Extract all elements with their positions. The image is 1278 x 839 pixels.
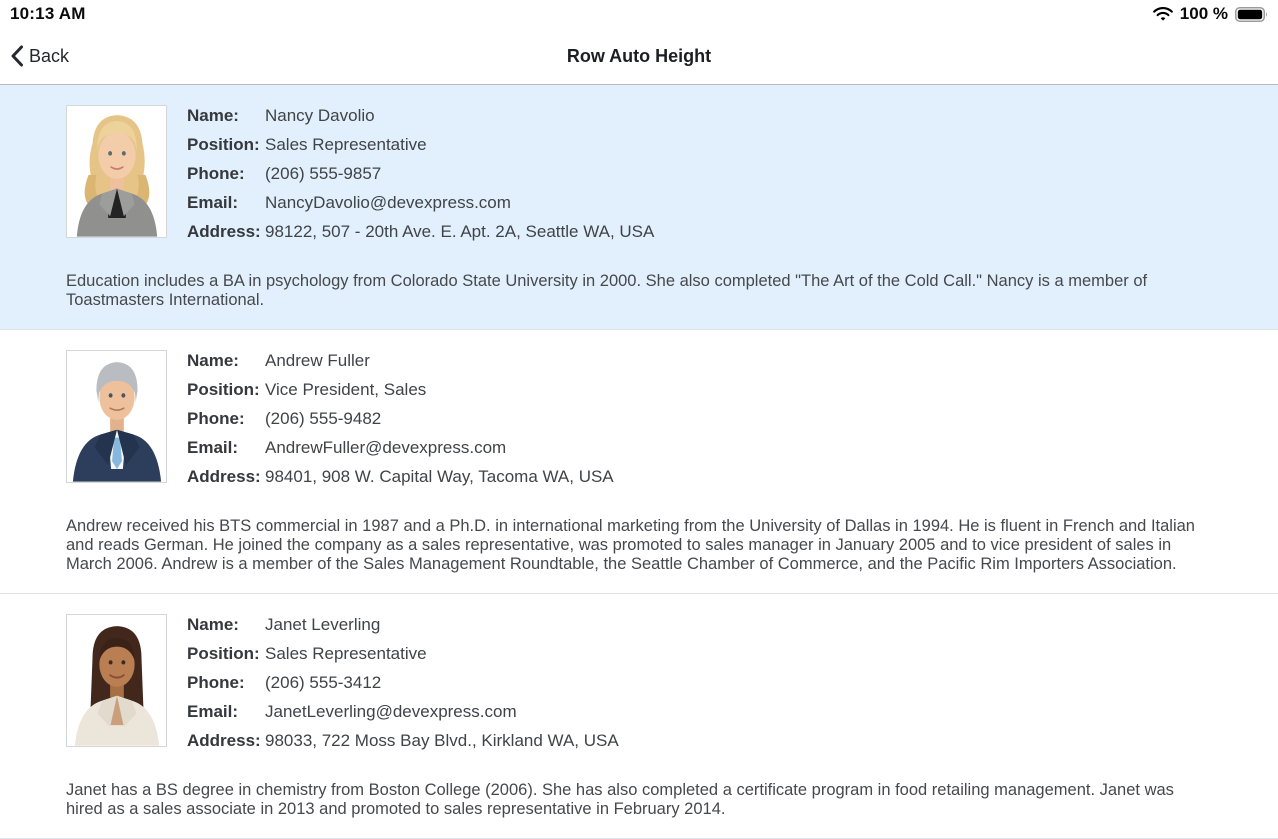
field-label-name: Name: [187, 615, 239, 634]
back-button[interactable] [10, 28, 69, 84]
employee-bio: Janet has a BS degree in chemistry from Boston College (2006). She has also completed a certificate program in food retailing management. Janet was hired as a sales associate in 2013 and promoted to sales representative in February 2014. [66, 781, 1174, 818]
employee-fields [187, 350, 614, 495]
nav-bar [0, 28, 1278, 85]
employee-photo-andrew-fuller [66, 350, 167, 483]
page-title: Row Auto Height [566, 45, 712, 66]
chevron-left-icon [10, 45, 24, 67]
status-time: 10:13 AM [10, 4, 86, 23]
employee-row-andrew-fuller[interactable] [0, 330, 1278, 594]
field-value-position: Sales Representative [265, 644, 427, 663]
wifi-icon [1153, 7, 1173, 22]
employee-bio: Education includes a BA in psychology from Colorado State University in 2000. She also completed "The Art of the Cold Call." Nancy is a member of Toastmasters International. [66, 272, 1148, 309]
field-value-address: 98122, 507 - 20th Ave. E. Apt. 2A, Seattle WA, USA [265, 222, 655, 241]
field-label-phone: Phone: [187, 673, 245, 692]
battery-icon [1235, 7, 1268, 22]
row-top [66, 614, 1212, 759]
field-label-phone: Phone: [187, 164, 245, 183]
battery-percent: 100 % [1179, 4, 1228, 23]
row-top [66, 350, 1212, 495]
field-value-email: NancyDavolio@devexpress.com [265, 193, 511, 212]
status-bar [0, 0, 1278, 28]
field-label-address: Address: [187, 222, 261, 241]
employee-row-nancy-davolio[interactable] [0, 85, 1278, 330]
field-label-position: Position: [187, 135, 260, 154]
field-label-address: Address: [187, 731, 261, 750]
field-label-email: Email: [187, 702, 239, 721]
employee-list [0, 85, 1278, 839]
status-indicators [1153, 4, 1268, 24]
field-label-email: Email: [187, 438, 239, 457]
field-value-name: Janet Leverling [265, 615, 381, 634]
field-label-name: Name: [187, 106, 239, 125]
field-value-name: Nancy Davolio [265, 106, 375, 125]
field-label-phone: Phone: [187, 409, 245, 428]
field-value-address: 98033, 722 Moss Bay Blvd., Kirkland WA, USA [265, 731, 619, 750]
field-label-name: Name: [187, 351, 239, 370]
field-value-email: JanetLeverling@devexpress.com [265, 702, 517, 721]
field-value-phone: (206) 555-9482 [265, 409, 382, 428]
field-value-position: Vice President, Sales [265, 380, 427, 399]
field-label-position: Position: [187, 644, 260, 663]
employee-row-janet-leverling[interactable] [0, 594, 1278, 839]
row-top [66, 105, 1212, 250]
field-label-address: Address: [187, 467, 261, 486]
field-value-phone: (206) 555-9857 [265, 164, 382, 183]
field-value-phone: (206) 555-3412 [265, 673, 382, 692]
field-value-name: Andrew Fuller [265, 351, 370, 370]
field-value-email: AndrewFuller@devexpress.com [265, 438, 507, 457]
employee-photo-nancy-davolio [66, 105, 167, 238]
employee-bio: Andrew received his BTS commercial in 1987 and a Ph.D. in international marketing from the University of Dallas in 1994. He is fluent in French and Italian and reads German. He joined the company as a sales representative, was promoted to sales manager in January 2005 and to vice president of sales in March 2006. Andrew is a member of the Sales Management Roundtable, the Seattle Chamber of Commerce, and the Pacific Rim Importers Association. [66, 517, 1195, 573]
field-value-position: Sales Representative [265, 135, 427, 154]
field-label-position: Position: [187, 380, 260, 399]
field-label-email: Email: [187, 193, 239, 212]
employee-photo-janet-leverling [66, 614, 167, 747]
employee-fields [187, 105, 654, 250]
back-label: Back [29, 45, 70, 66]
employee-fields [187, 614, 619, 759]
field-value-address: 98401, 908 W. Capital Way, Tacoma WA, USA [265, 467, 614, 486]
